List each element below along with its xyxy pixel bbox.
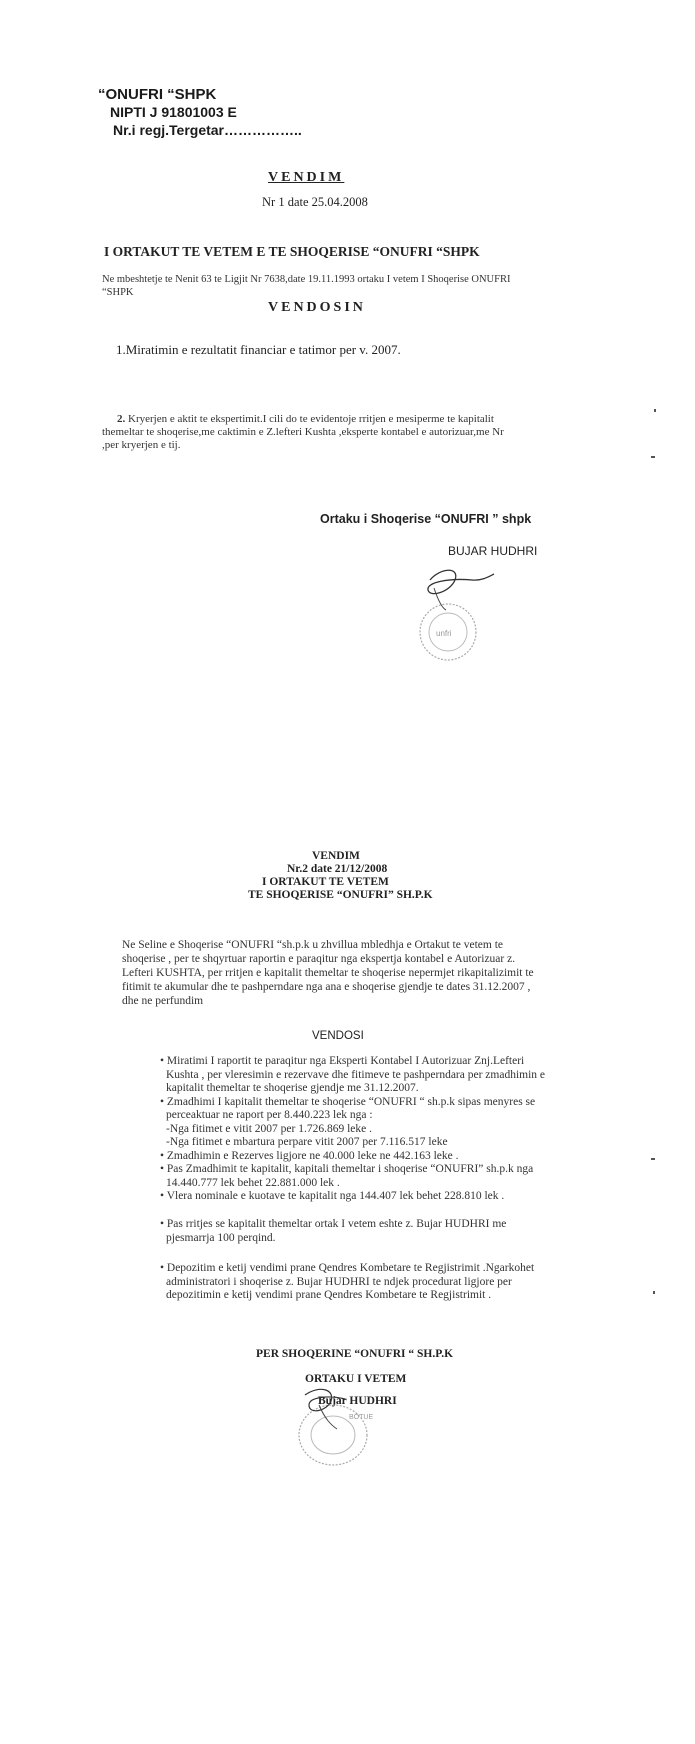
- scan-speck: [654, 409, 656, 412]
- decision-title: VENDIM: [268, 170, 345, 185]
- bullet-line: • Vlera nominale e kuotave te kapitalit nga 144.407 lek behet 228.810 lek .: [160, 1190, 505, 1202]
- bullet-line: -Nga fitimet e mbartura perpare vitit 2007 per 7.116.517 leke: [166, 1136, 448, 1148]
- intro-line: fitimit te akumular dhe te pashperndare nga ana e shoqerise gjendje te dates 31.12.2007 ,: [122, 981, 531, 993]
- item-2-number: 2.: [117, 413, 126, 425]
- bullet-line: • Zmadhimi I kapitalit themeltar te shoqerise “ONUFRI “ sh.p.k sipas menyres se: [160, 1095, 536, 1108]
- sole-partner-name: Bujar HUDHRI: [318, 1395, 397, 1407]
- registration-number: Nr.i regj.Tergetar……………..: [113, 122, 302, 138]
- bullet-line: kapitalit themeltar te shoqerise gjendje me 31.12.2007.: [166, 1082, 419, 1094]
- svg-text:BOTUE: BOTUE: [349, 1414, 374, 1421]
- deposit-bullet: [160, 1262, 600, 1303]
- scan-speck: [651, 1158, 655, 1160]
- decision2-intro: [122, 938, 592, 1008]
- bullet-line: 14.440.777 lek behet 22.881.000 lek .: [166, 1176, 340, 1189]
- decides2-heading: VENDOSI: [312, 1030, 364, 1042]
- company-name: “ONUFRI “SHPK: [98, 86, 217, 103]
- nipt-number: NIPTI J 91801003 E: [110, 104, 237, 120]
- ownership-bullet: [160, 1218, 600, 1245]
- decision2-number-date: Nr.2 date 21/12/2008: [287, 863, 388, 875]
- svg-text:unfri: unfri: [436, 629, 452, 638]
- intro-line-1: Ne mbeshtetje te Nenit 63 te Ligjit Nr 7638,date 19.11.1993 ortaku I vetem I Shoqerise ONUFRI: [102, 274, 511, 285]
- bullet-line: • Miratimi I raportit te paraqitur nga Eksperti Kontabel I Autorizuar Znj.Lefteri: [160, 1055, 525, 1067]
- bullet-line: perceaktuar ne raport per 8.440.223 lek nga :: [166, 1109, 373, 1121]
- bullet-line: pjesmarrja 100 perqind.: [166, 1231, 276, 1244]
- item-2-text: Kryerjen e aktit te ekspertimit.I cili do te evidentoje rritjen e mesiperme te kapitalit: [125, 413, 494, 425]
- signature-stamp-1: [400, 560, 510, 670]
- decision2-subtitle-1: I ORTAKUT TE VETEM: [262, 876, 389, 888]
- bullet-line: administratori i shoqerise z. Bujar HUDHRI te ndjek procedurat ligjore per: [166, 1275, 512, 1288]
- partner-name: BUJAR HUDHRI: [448, 544, 538, 558]
- item-2-line-1: [117, 413, 494, 425]
- bullet-line: Kushta , per vleresimin e rezervave dhe fitimeve te pashperndara per zmadhimin e: [166, 1068, 546, 1081]
- bullet-line: • Pas Zmadhimit te kapitalit, kapitali themeltar i shoqerise “ONUFRI” sh.p.k nga: [160, 1163, 534, 1175]
- decision-number-date: Nr 1 date 25.04.2008: [262, 195, 368, 209]
- bullet-line: • Pas rritjes se kapitalit themeltar ortak I vetem eshte z. Bujar HUDHRI me: [160, 1218, 507, 1230]
- signature-stamp-2: [285, 1375, 405, 1475]
- scan-speck: [651, 456, 655, 458]
- partner-label: Ortaku i Shoqerise “ONUFRI ” shpk: [320, 512, 532, 526]
- decision2-title: VENDIM: [312, 850, 360, 862]
- item-1: 1.Miratimin e rezultatit financiar e tatimor per v. 2007.: [116, 342, 401, 357]
- decision2-subtitle-2: TE SHOQERISE “ONUFRI” SH.P.K: [248, 889, 433, 901]
- intro-line-2: “SHPK: [102, 287, 134, 298]
- bullet-line: • Zmadhimin e Rezerves ligjore ne 40.000 leke ne 442.163 leke .: [160, 1149, 459, 1162]
- intro-line: Lefteri KUSHTA, per rritjen e kapitalit themeltar te shoqerise nepermjet rikapitalizimit te: [122, 967, 534, 979]
- bullet-line: • Depozitim e ketij vendimi prane Qendres Kombetare te Regjistrimit .Ngarkohet: [160, 1262, 535, 1274]
- item-2-line-2: themeltar te shoqerise,me caktimin e Z.lefteri Kushta ,eksperte kontabel e autorizuar,me Nr: [102, 426, 504, 438]
- bullet-line: depozitimin e ketij vendimi prane Qendres Kombetare te Regjistrimit .: [166, 1289, 492, 1301]
- decision-subtitle: I ORTAKUT TE VETEM E TE SHOQERISE “ONUFRI “SHPK: [104, 244, 480, 259]
- sole-partner-label: ORTAKU I VETEM: [305, 1373, 407, 1385]
- decision-bullets: [160, 1055, 600, 1204]
- item-2-line-3: ,per kryerjen e tij.: [102, 439, 181, 451]
- decides-heading: VENDOSIN: [268, 300, 366, 315]
- intro-line: shoqerise , per te shqyrtuar raportin e paraqitur nga ekspertja kontabel e Autorizuar z.: [122, 953, 516, 965]
- bullet-line: -Nga fitimet e vitit 2007 per 1.726.869 leke .: [166, 1122, 372, 1135]
- for-company-label: PER SHOQERINE “ONUFRI “ SH.P.K: [256, 1348, 454, 1360]
- intro-line: dhe ne perfundim: [122, 995, 204, 1007]
- intro-line: Ne Seline e Shoqerise “ONUFRI “sh.p.k u zhvillua mbledhja e Ortakut te vetem te: [122, 939, 503, 951]
- scan-speck: [653, 1291, 655, 1294]
